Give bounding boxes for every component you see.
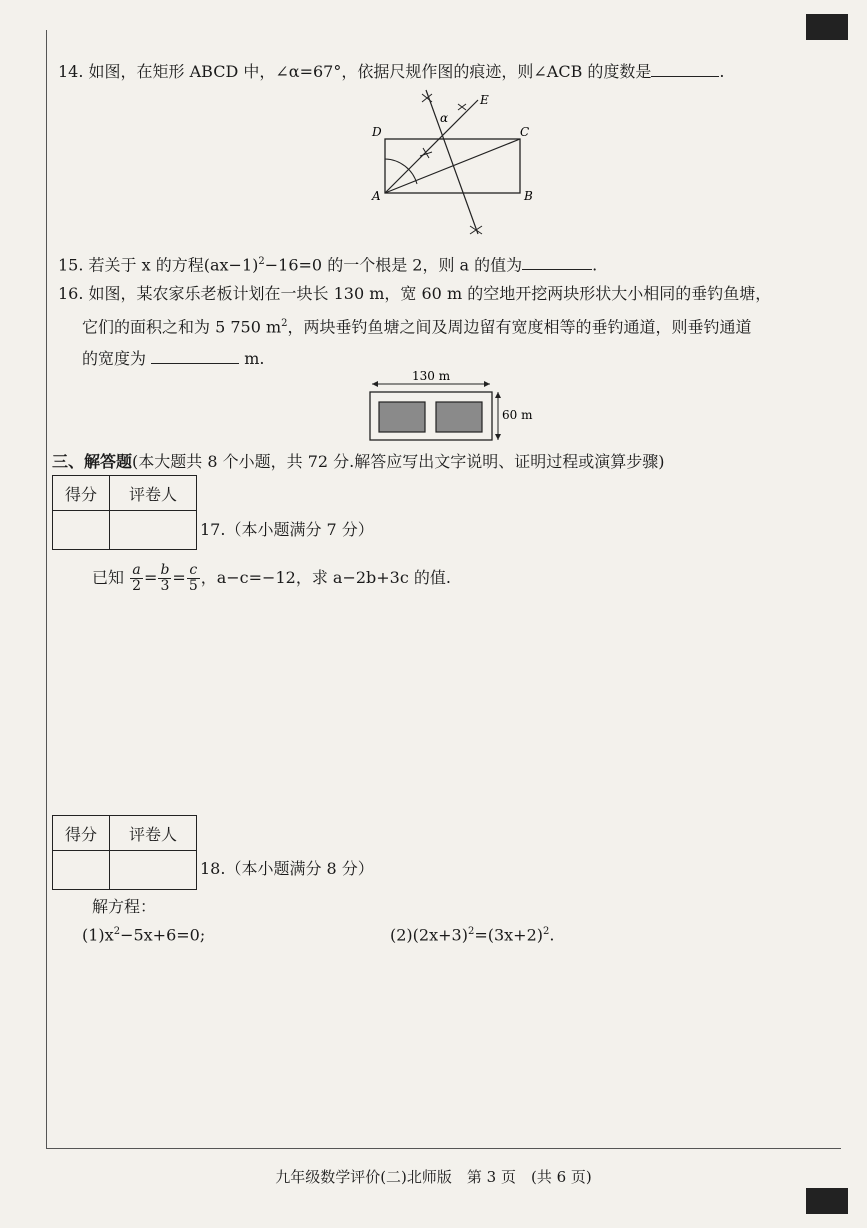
label-d: D — [372, 125, 382, 139]
section-3-note: (本大题共 8 个小题，共 72 分.解答应写出文字说明、证明过程或演算步骤) — [132, 452, 665, 471]
label-alpha: α — [440, 111, 449, 125]
width-label: 60 m — [502, 408, 533, 422]
bisector-line-ae — [385, 100, 478, 193]
fraction-c-over-5: $\frac{c}{5}$ — [188, 562, 198, 594]
fraction-b-over-3: $\frac{b}{3}$ — [160, 562, 170, 594]
question-14-text: 14. 如图，在矩形 ABCD 中，∠α=67°，依据尺规作图的痕迹，则∠ACB 的度数是 — [58, 62, 652, 81]
question-18-part1: $(1)x^2-5x+6=0$; — [82, 925, 206, 945]
question-14: 14. 如图，在矩形 ABCD 中，∠α=67°，依据尺规作图的痕迹，则∠ACB 的度数是 . — [58, 58, 725, 84]
question-16-line3: 的宽度为 m. — [58, 345, 838, 371]
question-17: 已知 $\frac{a}{2}$ = $\frac{b}{3}$ = $\frac{c}{5}$ ，a−c=−12，求 a−2b+3c 的值. — [92, 562, 451, 594]
construction-arc-a — [385, 159, 417, 184]
score-cell — [53, 851, 110, 890]
answer-blank-14 — [651, 58, 719, 77]
registration-mark-top — [806, 14, 848, 40]
reviewer-cell — [110, 511, 197, 550]
question-18-title: 18.（本小题满分 8 分） — [200, 859, 374, 878]
answer-blank-15 — [522, 251, 592, 270]
label-a: A — [372, 189, 381, 203]
width-arrow-top — [495, 392, 501, 398]
score-box-18 — [52, 815, 197, 890]
score-cell — [53, 511, 110, 550]
arc-mark-2 — [422, 94, 432, 102]
question-18-intro: 解方程： — [92, 897, 157, 916]
length-arrow-left — [372, 381, 378, 387]
length-label: 130 m — [412, 369, 451, 383]
section-3-heading — [52, 450, 664, 474]
registration-mark-bottom — [806, 1188, 848, 1214]
question-16 — [58, 282, 838, 371]
figure-fishponds — [360, 362, 540, 444]
score-box-17 — [52, 475, 197, 550]
question-17-title: 17.（本小题满分 7 分） — [200, 520, 374, 539]
figure-rectangle-abcd — [360, 84, 540, 244]
perpendicular-bisector — [426, 90, 478, 234]
width-arrow-bottom — [495, 434, 501, 440]
fishpond-right — [436, 402, 482, 432]
answer-blank-16 — [151, 345, 239, 364]
reviewer-header: 评卷人 — [110, 476, 197, 511]
label-b: B — [524, 189, 533, 203]
score-header: 得分 — [53, 816, 110, 851]
fishpond-left — [379, 402, 425, 432]
reviewer-header: 评卷人 — [110, 816, 197, 851]
question-18-part2: $(2)(2x+3)^2=(3x+2)^2$. — [390, 925, 555, 945]
question-16-line2: 它们的面积之和为 5 750 $m^2$，两块垂钓鱼塘之间及周边留有宽度相等的垂钓通道，则垂钓通道 — [82, 317, 752, 337]
label-e: E — [480, 93, 489, 107]
section-3-title: 三、解答题 — [52, 452, 133, 471]
page-footer: 九年级数学评价(二)北师版 第 3 页 (共 6 页) — [275, 1168, 592, 1186]
length-arrow-right — [484, 381, 490, 387]
arc-mark-4 — [458, 104, 466, 110]
fraction-a-over-2: $\frac{a}{2}$ — [132, 562, 142, 594]
score-header: 得分 — [53, 476, 110, 511]
question-16-line1: 16. 如图，某农家乐老板计划在一块长 130 m，宽 60 m 的空地开挖两块形状大小相同的垂钓鱼塘， — [58, 284, 772, 303]
question-15: 15. 若关于 x 的方程$(ax-1)^2-16=0$ 的一个根是 2，则 a 的值为 . — [58, 250, 597, 277]
label-c: C — [520, 125, 530, 139]
reviewer-cell — [110, 851, 197, 890]
